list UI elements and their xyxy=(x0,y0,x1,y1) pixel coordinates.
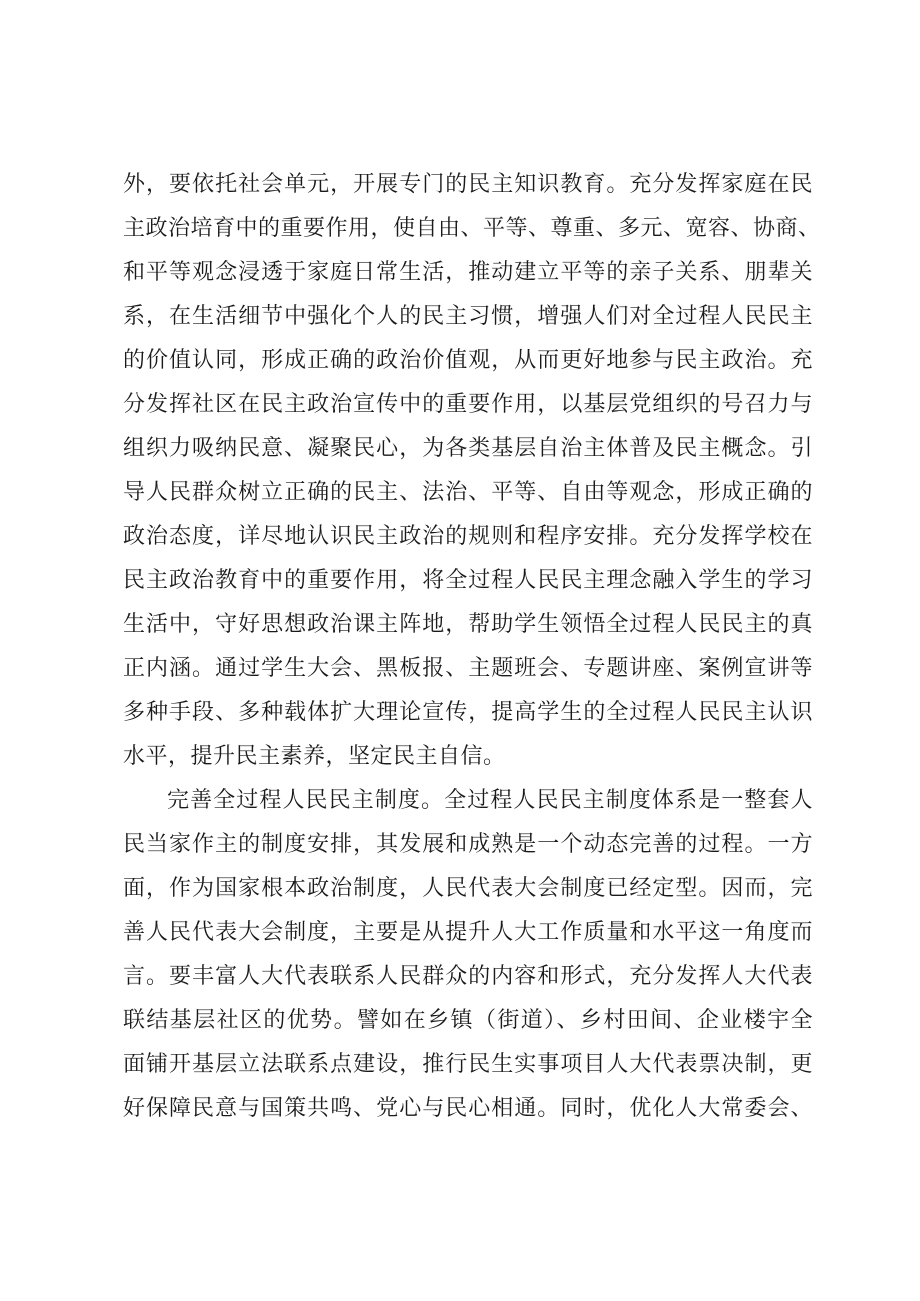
text-line: 组织力吸纳民意、凝聚民心，为各类基层自治主体普及民主概念。引 xyxy=(123,436,813,461)
text-line: 政治态度，详尽地认识民主政治的规则和程序安排。充分发挥学校在 xyxy=(123,524,813,549)
text-line: 水平，提升民主素养，坚定民主自信。 xyxy=(123,744,506,769)
text-line: 民主政治教育中的重要作用，将全过程人民民主理念融入学生的学习 xyxy=(123,568,813,593)
text-line: 分发挥社区在民主政治宣传中的重要作用，以基层党组织的号召力与 xyxy=(123,392,813,417)
text-line: 正内涵。通过学生大会、黑板报、主题班会、专题讲座、案例宣讲等 xyxy=(123,656,813,681)
text-line: 面铺开基层立法联系点建设，推行民生实事项目人大代表票决制，更 xyxy=(123,1052,813,1077)
text-line: 和平等观念浸透于家庭日常生活，推动建立平等的亲子关系、朋辈关 xyxy=(123,260,813,285)
text-line: 善人民代表大会制度，主要是从提升人大工作质量和水平这一角度而 xyxy=(123,920,813,945)
text-line: 的价值认同，形成正确的政治价值观，从而更好地参与民主政治。充 xyxy=(123,348,813,373)
text-line: 面，作为国家根本政治制度，人民代表大会制度已经定型。因而，完 xyxy=(123,876,813,901)
text-line: 联结基层社区的优势。譬如在乡镇（街道）、乡村田间、企业楼宇全 xyxy=(123,1008,813,1033)
text-line: 导人民群众树立正确的民主、法治、平等、自由等观念，形成正确的 xyxy=(123,480,813,505)
text-line: 好保障民意与国策共鸣、党心与民心相通。同时，优化人大常委会、 xyxy=(123,1096,813,1121)
text-line: 多种手段、多种载体扩大理论宣传，提高学生的全过程人民民主认识 xyxy=(123,700,813,725)
text-line: 系，在生活细节中强化个人的民主习惯，增强人们对全过程人民民主 xyxy=(123,304,813,329)
body-text xyxy=(123,163,821,1131)
text-line: 民当家作主的制度安排，其发展和成熟是一个动态完善的过程。一方 xyxy=(123,832,813,857)
paragraph-2 xyxy=(123,779,813,1131)
text-line: 生活中，守好思想政治课主阵地，帮助学生领悟全过程人民民主的真 xyxy=(123,612,813,637)
paragraph-1 xyxy=(123,163,821,779)
text-line: 外，要依托社会单元，开展专门的民主知识教育。充分发挥家庭在民 xyxy=(123,172,813,197)
text-line: 完善全过程人民民主制度。全过程人民民主制度体系是一整套人 xyxy=(167,788,813,813)
text-line: 主政治培育中的重要作用，使自由、平等、尊重、多元、宽容、协商、 xyxy=(123,216,821,241)
text-line: 言。要丰富人大代表联系人民群众的内容和形式，充分发挥人大代表 xyxy=(123,964,813,989)
